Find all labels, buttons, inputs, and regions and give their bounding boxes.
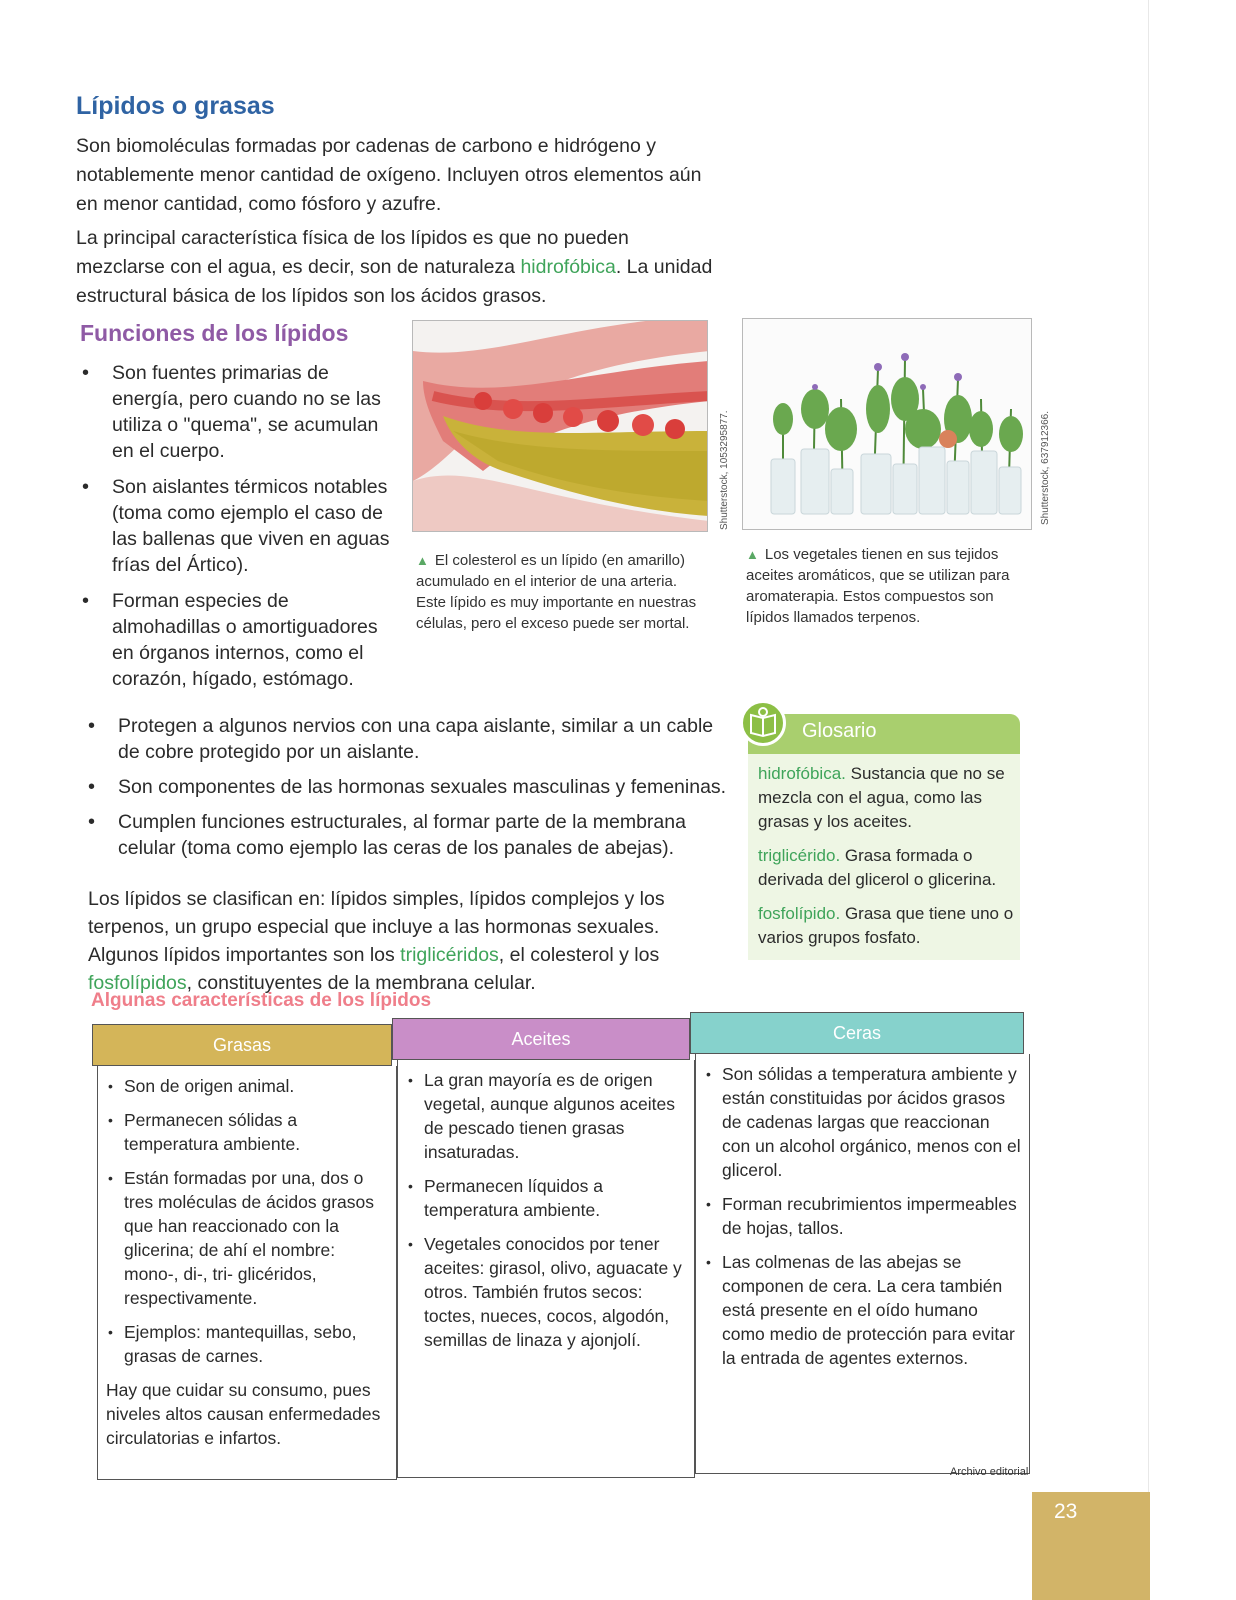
source-credit: Archivo editorial — [950, 1466, 1029, 1478]
table-cell-item: • La gran mayoría es de origen vegetal, aunque algunos aceites de pescado tienen grasas insaturadas. — [406, 1068, 686, 1164]
function-item: • Protegen a algunos nervios con una capa aislante, similar a un cable de cobre protegido por un aislante. — [84, 713, 734, 765]
glossary-term: fosfolípido. — [758, 904, 841, 923]
plants-credit: Shutterstock, 637912366. — [1040, 411, 1051, 525]
artery-credit: Shutterstock, 1053295877. — [719, 410, 730, 530]
function-item: • Son fuentes primarias de energía, pero cuando no se las utiliza o "quema", se acumulan en el cuerpo. — [78, 360, 398, 464]
artery-illustration — [413, 321, 708, 532]
term-trigliceridos: triglicéridos — [400, 944, 499, 966]
glossary-entry — [758, 902, 1014, 950]
intro-p2-start: La principal característica física de los lípidos es que no pueden mezclarse con el agua, es decir, son de naturaleza — [76, 227, 629, 278]
intro-p2-end: . La unidad estructural básica de los lípidos son los ácidos grasos. — [76, 256, 713, 307]
book-icon — [740, 700, 786, 746]
page-title: Lípidos o grasas — [76, 92, 275, 120]
functions-list-wide — [84, 713, 734, 870]
artery-caption-text: El colesterol es un lípido (en amarillo) acumulado en el interior de una arteria. Este lípido es muy importante en nuestras células, pero el exceso puede ser mortal. — [416, 552, 697, 632]
glossary-definition: Grasa formada o derivada del glicerol o glicerina. — [758, 846, 997, 889]
glossary-body — [758, 762, 1014, 960]
artery-caption — [416, 550, 706, 634]
table-cell-item: • Ejemplos: mantequillas, sebo, grasas de carnes. — [106, 1320, 388, 1368]
plants-illustration — [743, 319, 1032, 530]
classification-paragraph — [88, 885, 733, 997]
table-cell-item: • Están formadas por una, dos o tres moléculas de ácidos grasos que han reaccionado con la glicerina; de ahí el nombre: mono-, di-, tri- glicéridos, respectivamente. — [106, 1166, 388, 1310]
term-hidrofobica: hidrofóbica — [520, 256, 616, 278]
classification-start: Los lípidos se clasifican en: lípidos simples, lípidos complejos y los terpenos, un grupo especial que incluye a las hormonas sexuales. Algunos lípidos importantes son los — [88, 888, 665, 966]
column-ceras — [695, 1054, 1030, 1474]
plants-caption-text: Los vegetales tienen en sus tejidos aceites aromáticos, que se utilizan para aromaterapia. Estos compuestos son lípidos llamados terpenos. — [746, 546, 1010, 626]
column-header-aceites: Aceites — [392, 1018, 690, 1060]
function-item: • Son componentes de las hormonas sexuales masculinas y femeninas. — [84, 774, 734, 800]
artery-image — [412, 320, 708, 532]
function-item: • Cumplen funciones estructurales, al formar parte de la membrana celular (toma como ejemplo las ceras de los panales de abejas). — [84, 809, 734, 861]
table-cell-item: • Son sólidas a temperatura ambiente y están constituidas por ácidos grasos de cadenas largas que reaccionan con un alcohol orgánico, menos con el glicerol. — [704, 1062, 1021, 1182]
classification-middle: , el colesterol y los — [498, 944, 660, 966]
column-grasas — [97, 1066, 397, 1480]
glossary-entry — [758, 762, 1014, 834]
glossary-title: Glosario — [802, 720, 877, 742]
table-cell-item: • Permanecen líquidos a temperatura ambiente. — [406, 1174, 686, 1222]
table-title: Algunas características de los lípidos — [91, 990, 432, 1011]
classification-end: , constituyentes de la membrana celular. — [186, 972, 536, 994]
caption-triangle-icon: ▲ — [416, 553, 429, 568]
functions-title: Funciones de los lípidos — [80, 320, 349, 346]
column-header-ceras: Ceras — [690, 1012, 1024, 1054]
glossary-entry — [758, 844, 1014, 892]
column-header-grasas: Grasas — [92, 1024, 392, 1066]
function-item: • Son aislantes térmicos notables (toma como ejemplo el caso de las ballenas que viven en aguas frías del Ártico). — [78, 474, 398, 578]
glossary-definition: Grasa que tiene uno o varios grupos fosfato. — [758, 904, 1014, 947]
term-fosfolipidos: fosfolípidos — [88, 972, 187, 994]
plants-caption — [746, 544, 1036, 628]
book-icon-graphic — [743, 703, 783, 743]
column-aceites — [397, 1060, 695, 1478]
table-cell-item: • Forman recubrimientos impermeables de hojas, tallos. — [704, 1192, 1021, 1240]
table-cell-item: • Permanecen sólidas a temperatura ambiente. — [106, 1108, 388, 1156]
function-item: • Forman especies de almohadillas o amortiguadores en órganos internos, como el corazón, hígado, estómago. — [78, 588, 398, 692]
glossary-box — [748, 714, 1020, 960]
intro-paragraph-1: Son biomoléculas formadas por cadenas de carbono e hidrógeno y notablemente menor cantidad de oxígeno. Incluyen otros elementos aún en menor cantidad, como fósforo y azufre. — [76, 135, 702, 215]
page-number: 23 — [1054, 1500, 1078, 1523]
grasas-note: Hay que cuidar su consumo, pues niveles altos causan enfermedades circulatorias e infartos. — [106, 1380, 381, 1448]
page-edge-line — [1148, 0, 1149, 1600]
intro-paragraph-2 — [76, 224, 716, 311]
page-number-tab — [1032, 1492, 1150, 1600]
functions-list-narrow — [78, 360, 398, 702]
glossary-definition: Sustancia que no se mezcla con el agua, como las grasas y los aceites. — [758, 764, 1005, 831]
glossary-header — [748, 714, 1020, 754]
caption-triangle-icon: ▲ — [746, 547, 759, 562]
glossary-term: hidrofóbica. — [758, 764, 846, 783]
table-cell-item: • Las colmenas de las abejas se componen de cera. La cera también está presente en el oído humano como medio de protección para evitar la entrada de agentes externos. — [704, 1250, 1021, 1370]
glossary-term: triglicérido. — [758, 846, 841, 865]
table-cell-item: • Son de origen animal. — [106, 1074, 388, 1098]
table-cell-item: • Vegetales conocidos por tener aceites: girasol, olivo, aguacate y otros. También frutos secos: toctes, nueces, cocos, algodón, semillas de linaza y ajonjolí. — [406, 1232, 686, 1352]
plants-image — [742, 318, 1032, 530]
